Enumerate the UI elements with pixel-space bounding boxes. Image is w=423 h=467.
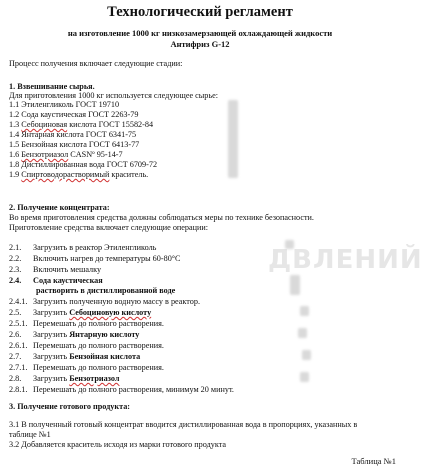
- safety-note: Во время приготовления средства должны соблюдаться меры по технике безопасности.: [9, 213, 314, 222]
- redacted-amounts: [228, 100, 238, 178]
- document-subtitle: на изготовление 1000 кг низкозамерзающей охлаждающей жидкости: [67, 28, 333, 38]
- redacted-quantity: [290, 275, 300, 295]
- material-item: 1.9 Спиртоводорастворимый краситель.: [9, 170, 149, 179]
- process-step: 2.2. Включить нагрев до температуры 60-80°C: [9, 254, 181, 263]
- process-step: 2.7.1. Перемешать до полного растворения.: [9, 363, 164, 372]
- process-step: 2.1. Загрузить в реактор Этиленгликоль: [9, 243, 157, 252]
- document-title: Технологический регламент: [107, 4, 293, 20]
- material-item: 1.6 Бензотриазол CASNº 95-14-7: [9, 150, 123, 159]
- section3-paragraph: 3.1 В полученный готовый концентрат вводится дистиллированная вода в пропорциях, указанных в: [9, 420, 358, 429]
- redacted-quantity: [302, 350, 311, 360]
- process-step: 2.5. Загрузить Себоциновую кислоту: [9, 308, 152, 317]
- process-step: 2.6.1. Перемешать до полного растворения.: [9, 341, 164, 350]
- process-step: 2.8. Загрузить Бензотриазол: [9, 374, 120, 383]
- process-step: 2.8.1. Перемешать до полного растворения, минимум 20 минут.: [9, 385, 234, 394]
- material-item: 1.8 Дистиллированная вода ГОСТ 6709-72: [9, 160, 158, 169]
- redacted-quantity: [298, 328, 307, 338]
- redacted-quantity: [300, 306, 309, 316]
- material-item: 1.2 Сода каустическая ГОСТ 2263-79: [9, 110, 139, 119]
- section2-lead: Приготовление средства включает следующие операции:: [9, 223, 209, 232]
- process-step: 2.5.1. Перемешать до полного растворения.: [9, 319, 164, 328]
- section3-paragraph: 3.2 Добавляется краситель исходя из марки готового продукта: [9, 440, 227, 449]
- watermark: ДВЛЕНИЙ: [268, 245, 423, 275]
- product-name: Антифриз G-12: [170, 39, 230, 49]
- process-step: 2.3. Включить мешалку: [9, 265, 102, 274]
- intro-text: Процесс получения включает следующие стадии:: [9, 59, 183, 68]
- material-item: 1.5 Бензойная кислота ГОСТ 6413-77: [9, 140, 140, 149]
- material-item: 1.1 Этиленгликоль ГОСТ 19710: [9, 100, 120, 109]
- process-step: растворить в дистиллированной воде: [36, 286, 176, 295]
- material-item: 1.3 Себоциновая кислота ГОСТ 15582-84: [9, 120, 154, 129]
- process-step: 2.6. Загрузить Янтарную кислоту: [9, 330, 140, 339]
- process-step: 2.4. Сода каустическая: [9, 276, 103, 285]
- process-step: 2.4.1. Загрузить полученную водную массу в реактор.: [9, 297, 200, 306]
- section2-heading: 2. Получение концентрата:: [9, 203, 110, 212]
- material-item: 1.4 Янтарная кислота ГОСТ 6341-75: [9, 130, 137, 139]
- section3-heading: 3. Получение готового продукта:: [9, 402, 131, 411]
- section3-paragraph: таблице №1: [9, 430, 51, 439]
- section1-lead: Для приготовления 1000 кг используется следующее сырье:: [9, 91, 219, 100]
- table-caption: Таблица №1: [351, 456, 396, 466]
- section1-heading: 1. Взвешивание сырья.: [9, 82, 95, 91]
- redacted-quantity: [300, 372, 309, 382]
- process-step: 2.7. Загрузить Бензойная кислота: [9, 352, 141, 361]
